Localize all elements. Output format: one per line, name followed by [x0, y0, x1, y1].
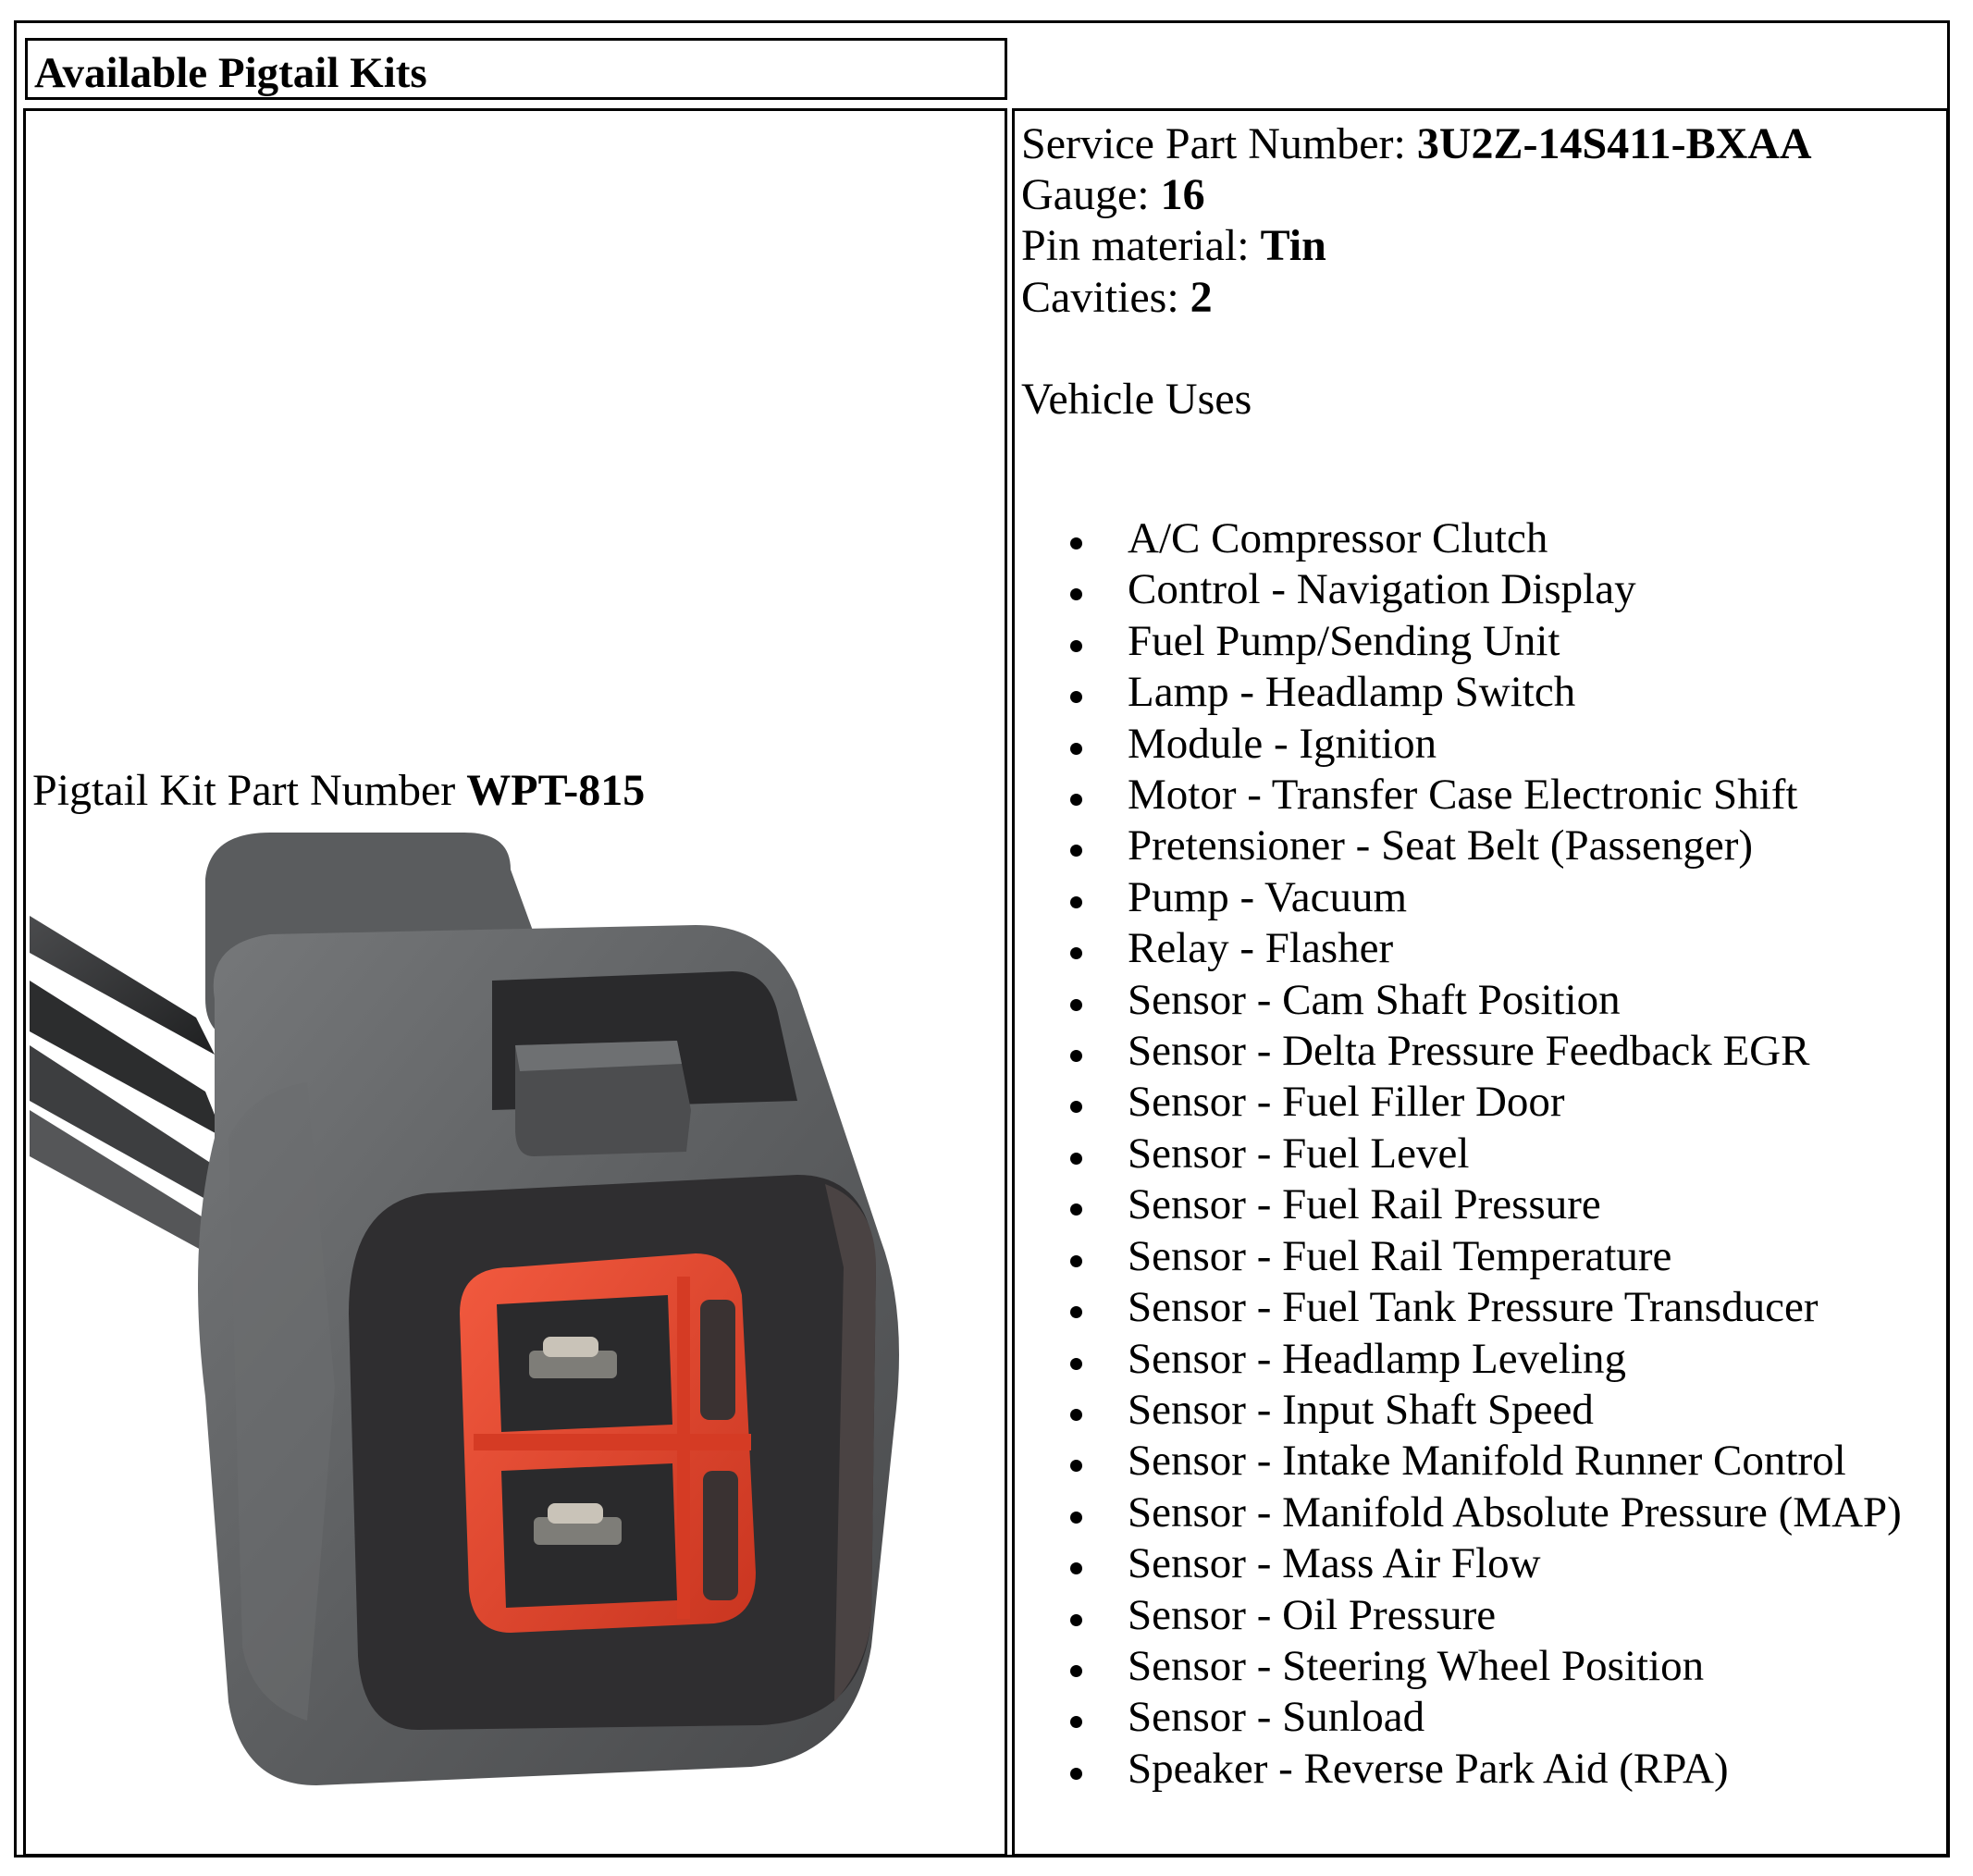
- service-part-number-value: 3U2Z-14S411-BXAA: [1416, 119, 1812, 168]
- table-header-title: Available Pigtail Kits: [25, 38, 1007, 100]
- list-item: Sensor - Manifold Absolute Pressure (MAP): [1070, 1487, 1903, 1538]
- kit-image-cell: [23, 108, 1007, 1857]
- vehicle-uses-heading: Vehicle Uses: [1021, 375, 1252, 424]
- list-item: Sensor - Headlamp Leveling: [1070, 1334, 1903, 1385]
- list-item: Fuel Pump/Sending Unit: [1070, 616, 1903, 667]
- kit-part-number-line: [32, 766, 646, 815]
- kit-details-cell: [1012, 108, 1949, 1857]
- list-item: Pump - Vacuum: [1070, 872, 1903, 923]
- list-item: Sensor - Sunload: [1070, 1692, 1903, 1743]
- pin-material-line: [1021, 221, 1326, 270]
- gauge-value: 16: [1160, 170, 1205, 219]
- list-item: Sensor - Cam Shaft Position: [1070, 975, 1903, 1026]
- list-item: Control - Navigation Display: [1070, 564, 1903, 615]
- service-part-number-line: [1021, 119, 1812, 168]
- list-item: Lamp - Headlamp Switch: [1070, 667, 1903, 718]
- list-item: Sensor - Oil Pressure: [1070, 1590, 1903, 1641]
- kit-part-number-value: WPT-815: [466, 766, 646, 815]
- list-item: Sensor - Fuel Filler Door: [1070, 1077, 1903, 1128]
- list-item: Sensor - Steering Wheel Position: [1070, 1641, 1903, 1692]
- list-item: Sensor - Fuel Rail Temperature: [1070, 1231, 1903, 1282]
- list-item: Relay - Flasher: [1070, 923, 1903, 974]
- connector-photo: [30, 833, 1003, 1850]
- list-item: Sensor - Fuel Rail Pressure: [1070, 1179, 1903, 1230]
- list-item: Motor - Transfer Case Electronic Shift: [1070, 770, 1903, 821]
- pin-material-value: Tin: [1260, 221, 1326, 270]
- list-item: Sensor - Delta Pressure Feedback EGR: [1070, 1026, 1903, 1077]
- list-item: Sensor - Intake Manifold Runner Control: [1070, 1436, 1903, 1487]
- list-item: Sensor - Mass Air Flow: [1070, 1538, 1903, 1589]
- list-item: Sensor - Fuel Level: [1070, 1129, 1903, 1179]
- cavities-value: 2: [1190, 273, 1213, 322]
- list-item: Pretensioner - Seat Belt (Passenger): [1070, 821, 1903, 871]
- service-part-number-label: Service Part Number:: [1021, 119, 1406, 168]
- vehicle-uses-list: [1070, 513, 1903, 1795]
- cavities-label: Cavities:: [1021, 273, 1179, 322]
- list-item: Speaker - Reverse Park Aid (RPA): [1070, 1744, 1903, 1795]
- pin-material-label: Pin material:: [1021, 221, 1250, 270]
- list-item: Module - Ignition: [1070, 719, 1903, 770]
- gauge-label: Gauge:: [1021, 170, 1150, 219]
- list-item: A/C Compressor Clutch: [1070, 513, 1903, 564]
- list-item: Sensor - Input Shaft Speed: [1070, 1385, 1903, 1436]
- gauge-line: [1021, 170, 1205, 219]
- cavities-line: [1021, 273, 1213, 322]
- kit-part-number-label: Pigtail Kit Part Number: [32, 766, 456, 815]
- list-item: Sensor - Fuel Tank Pressure Transducer: [1070, 1282, 1903, 1333]
